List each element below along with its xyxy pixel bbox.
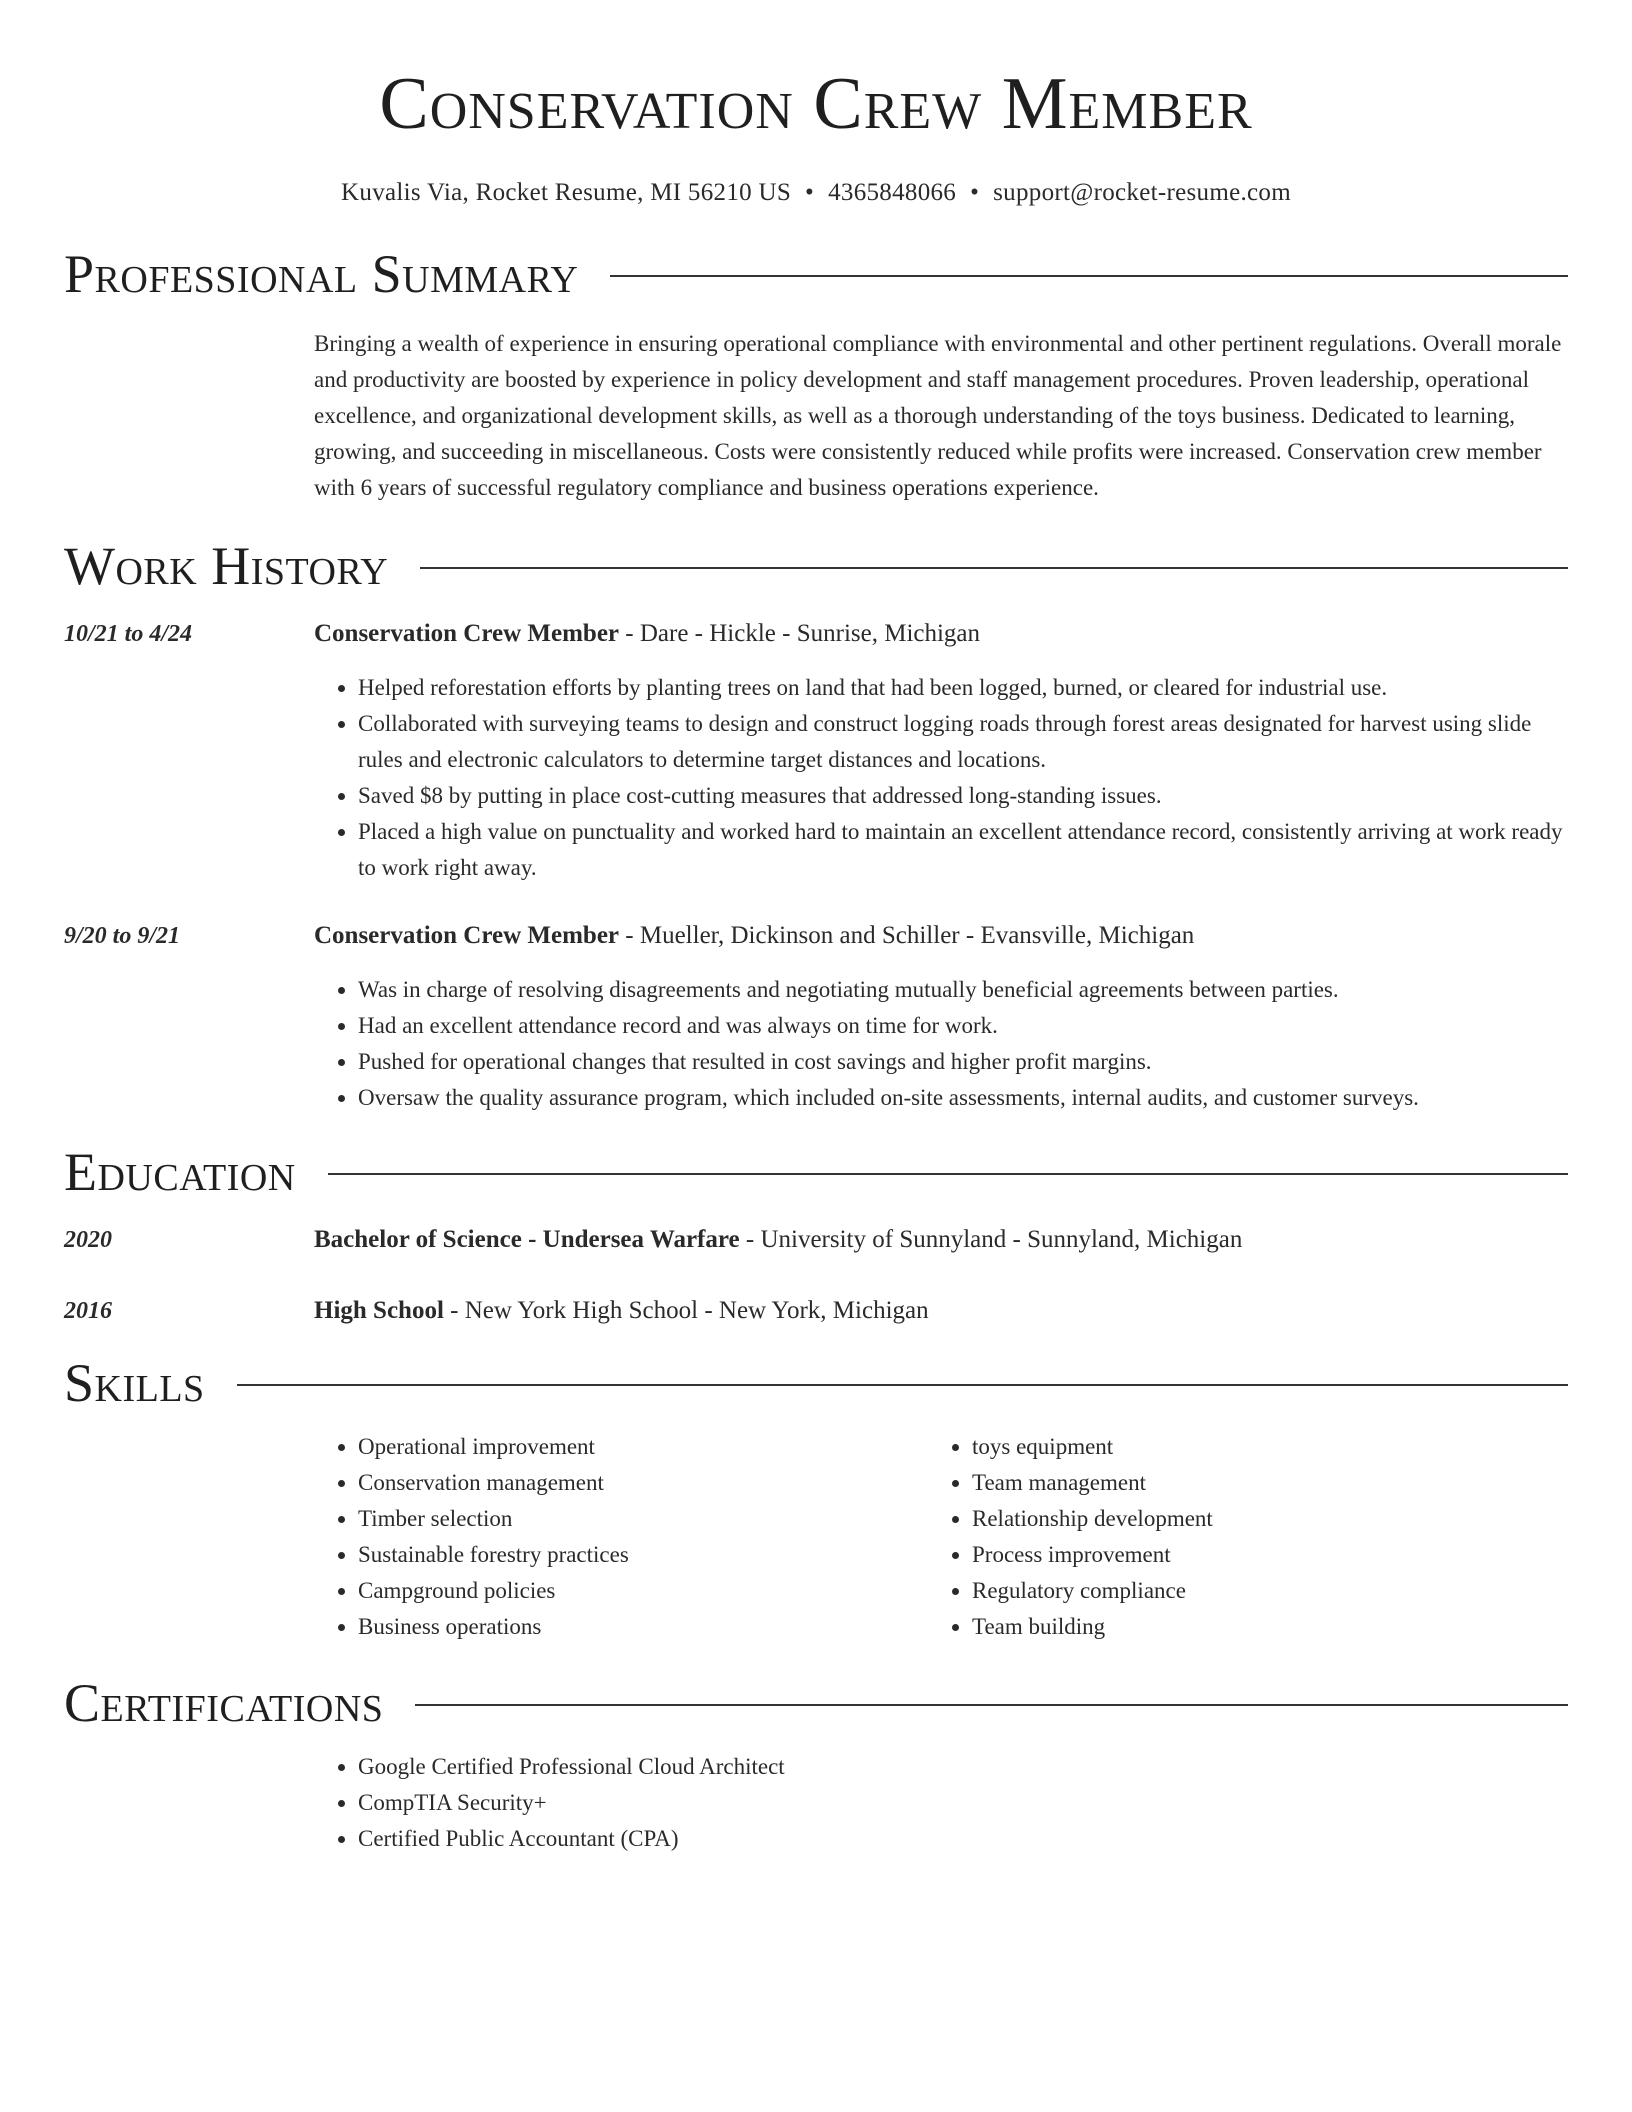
resume-page: [64, 0, 1568, 1857]
education-year: 2020: [64, 1227, 112, 1253]
education-entry: [64, 1222, 1568, 1258]
skill-item: • Campground policies: [358, 1573, 928, 1609]
job-bullet: • Pushed for operational changes that resulted in cost savings and higher profit margins.: [358, 1044, 1568, 1080]
education-body: [314, 1222, 1568, 1258]
contact-line: [64, 178, 1568, 208]
skill-item: • Team building: [972, 1609, 1542, 1645]
certifications-list: [314, 1749, 1568, 1857]
work-section-header: [64, 536, 1568, 596]
job-bullet: • Was in charge of resolving disagreements and negotiating mutually beneficial agreements between parties.: [358, 972, 1568, 1008]
education-year: 2016: [64, 1298, 112, 1324]
job-details: - Dare - Hickle - Sunrise, Michigan: [619, 620, 981, 647]
skill-item: • Business operations: [358, 1609, 928, 1645]
summary-section-header: [64, 244, 1568, 304]
certification-item: • CompTIA Security+: [358, 1785, 1568, 1821]
work-section-title: Work History: [64, 536, 389, 596]
education-body: [314, 1293, 1568, 1329]
skill-item: • toys equipment: [972, 1429, 1542, 1465]
skills-section-title: Skills: [64, 1353, 205, 1413]
job-entry: [64, 918, 1568, 1116]
skills-list-left: [314, 1429, 928, 1645]
skill-item: • Sustainable forestry practices: [358, 1537, 928, 1573]
job-bullets: [314, 670, 1568, 886]
skill-item: • Process improvement: [972, 1537, 1542, 1573]
skills-section-header: [64, 1353, 1568, 1413]
section-divider: [420, 567, 1568, 569]
education-section-header: [64, 1142, 1568, 1202]
contact-address: Kuvalis Via, Rocket Resume, MI 56210 US: [341, 179, 792, 206]
certification-item: • Certified Public Accountant (CPA): [358, 1821, 1568, 1857]
skill-item: • Relationship development: [972, 1501, 1542, 1537]
job-bullet: • Had an excellent attendance record and was always on time for work.: [358, 1008, 1568, 1044]
certifications-section-title: Certifications: [64, 1673, 384, 1733]
job-bullet: • Collaborated with surveying teams to design and construct logging roads through forest areas designated for harvest using slide rules and electronic calculators to determine target distances and locations.: [358, 706, 1568, 778]
job-body: [314, 616, 1568, 886]
job-bullet: • Helped reforestation efforts by planting trees on land that had been logged, burned, or cleared for industrial use.: [358, 670, 1568, 706]
education-entry: [64, 1293, 1568, 1329]
section-divider: [415, 1704, 1568, 1706]
skill-item: • Operational improvement: [358, 1429, 928, 1465]
job-role: Conservation Crew Member: [314, 620, 620, 647]
section-divider: [610, 275, 1568, 277]
job-details: - Mueller, Dickinson and Schiller - Evansville, Michigan: [619, 922, 1195, 949]
job-dates: 9/20 to 9/21: [64, 923, 181, 949]
certification-item: • Google Certified Professional Cloud Architect: [358, 1749, 1568, 1785]
education-details: - New York High School - New York, Michigan: [443, 1297, 929, 1324]
summary-text: Bringing a wealth of experience in ensuring operational compliance with environmental and other pertinent regulations. Overall morale and productivity are boosted by experience in policy development and staff management procedures. Proven leadership, operational excellence, and organizational development skills, as well as a thorough understanding of the toys business. Dedicated to learning, growing, and succeeding in miscellaneous. Costs were consistently reduced while profits were increased. Conservation crew member with 6 years of successful regulatory compliance and business operations experience.: [314, 331, 1562, 500]
job-bullet: • Saved $8 by putting in place cost-cutting measures that addressed long-standing issues.: [358, 778, 1568, 814]
skills-columns: [314, 1429, 1568, 1645]
education-section-title: Education: [64, 1142, 296, 1202]
job-bullet: • Oversaw the quality assurance program, which included on-site assessments, internal audits, and customer surveys.: [358, 1080, 1568, 1116]
skill-item: • Conservation management: [358, 1465, 928, 1501]
skill-item: • Team management: [972, 1465, 1542, 1501]
education-degree: Bachelor of Science - Undersea Warfare: [314, 1226, 740, 1253]
section-divider: [328, 1173, 1568, 1175]
contact-phone: 4365848066: [828, 179, 957, 206]
job-heading: [314, 616, 1568, 652]
job-bullets: [314, 972, 1568, 1116]
job-heading: [314, 918, 1568, 954]
contact-separator: •: [805, 179, 815, 206]
skill-item: • Regulatory compliance: [972, 1573, 1542, 1609]
education-details: - University of Sunnyland - Sunnyland, Michigan: [739, 1226, 1243, 1253]
certifications-list-wrapper: [314, 1749, 1568, 1857]
job-dates: 10/21 to 4/24: [64, 621, 193, 647]
contact-email: support@rocket-resume.com: [993, 179, 1291, 206]
section-divider: [237, 1384, 1568, 1386]
education-degree: High School: [314, 1297, 444, 1324]
job-body: [314, 918, 1568, 1116]
contact-separator: •: [970, 179, 980, 206]
education-heading: [314, 1293, 1568, 1329]
education-heading: [314, 1222, 1568, 1258]
job-role: Conservation Crew Member: [314, 922, 620, 949]
skills-list-right: [928, 1429, 1542, 1645]
resume-title: Conservation Crew Member: [379, 63, 1253, 145]
summary-section-title: Professional Summary: [64, 244, 579, 304]
certifications-section-header: [64, 1673, 1568, 1733]
job-entry: [64, 616, 1568, 886]
job-bullet: • Placed a high value on punctuality and worked hard to maintain an excellent attendance record, consistently arriving at work ready to work right away.: [358, 814, 1568, 886]
skill-item: • Timber selection: [358, 1501, 928, 1537]
